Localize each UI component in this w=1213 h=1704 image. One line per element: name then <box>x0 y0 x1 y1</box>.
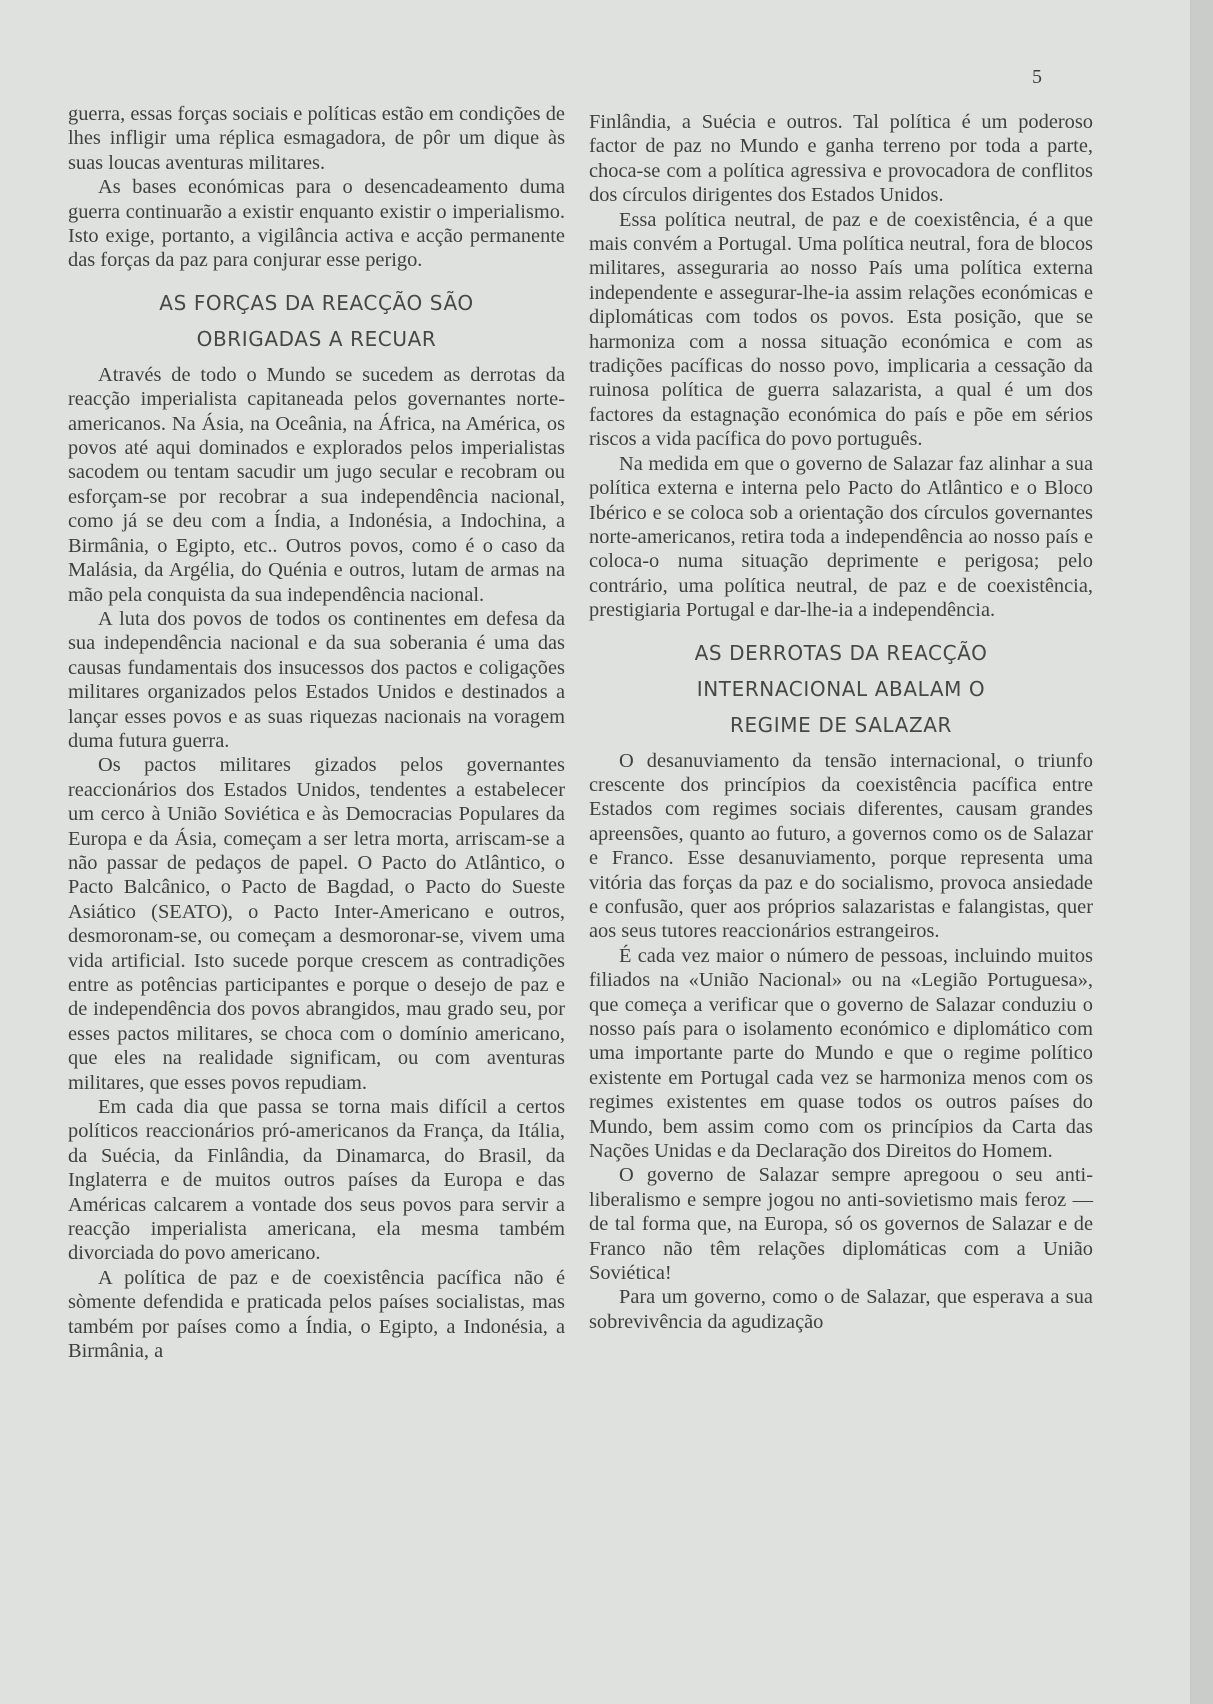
paragraph: O desanuviamento da tensão internacional, o triunfo crescente dos princípios da coexistência pacífica entre Estados com regimes sociais diferentes, causam grandes apreensões, quanto ao futuro, a governos como os de Salazar e Franco. Esse desanuviamento, porque representa uma vitória das forças da paz e do socialismo, provoca ansiedade e confusão, quer aos próprios salazaristas e falangistas, quer aos seus tutores reaccionários estrangeiros. <box>589 749 1093 943</box>
section-heading <box>68 285 565 357</box>
paragraph: Para um governo, como o de Salazar, que esperava a sua sobrevivência da agudização <box>589 1286 1093 1333</box>
section-heading <box>589 635 1093 743</box>
paragraph: As bases económicas para o desencadeamento duma guerra continuarão a existir enquanto existir o imperialismo. Isto exige, portanto, a vigilância activa e acção permanente das forças da paz para conjurar esse perigo. <box>68 176 565 272</box>
paragraph: Os pactos militares gizados pelos governantes reaccionários dos Estados Unidos, tendentes a estabelecer um cerco à União Soviética e às Democracias Populares da Europa e da Ásia, começam a ser letra morta, arriscam-se a não passar de pedaços de papel. O Pacto do Atlântico, o Pacto Balcânico, o Pacto de Bagdad, o Pacto do Sueste Asiático (SEATO), o Pacto Inter-Americano e outros, desmoronam-se, ou começam a desmoronar-se, vivem uma vida artificial. Isto sucede porque crescem as contradições entre as potências participantes e porque o desejo de paz e de independência dos povos abrangidos, mau grado seu, por esses pactos militares, se choca com o domínio americano, que eles na realidade significam, ou com aventuras militares, que esses povos repudiam. <box>68 754 565 1094</box>
paragraph: A luta dos povos de todos os continentes em defesa da sua independência nacional e da sua soberania é uma das causas fundamentais dos insucessos dos pactos e coligações militares organizados pelos Estados Unidos e destinados a lançar esses povos e as suas riquezas nacionais na voragem duma futura guerra. <box>68 607 565 752</box>
section-heading-line: OBRIGADAS A RECUAR <box>196 326 437 351</box>
paragraph: Em cada dia que passa se torna mais difícil a certos políticos reaccionários pró-americanos da França, da Itália, da Suécia, da Finlândia, da Dinamarca, do Brasil, da Inglaterra e de muitos outros países da Europa e das Américas calcarem a vontade dos seus povos para servir a reacção imperialista americana, ela mesma também divorciada do povo americano. <box>68 1096 565 1265</box>
left-column <box>68 102 565 1364</box>
paragraph: Essa política neutral, de paz e de coexistência, é a que mais convém a Portugal. Uma política neutral, fora de blocos militares, asseguraria ao nosso País uma política externa independente e assegurar-lhe-ia assim relações económicas e diplomáticas com todos os povos. Esta posição, que se harmoniza com a nossa situação económica e com as tradições pacíficas do nosso povo, implicaria a cessação da ruinosa política de guerra salazarista, a qual é um dos factores da estagnação económica do país e põe em sérios riscos a vida pacífica do povo português. <box>589 208 1093 451</box>
page-edge <box>1192 0 1213 1704</box>
paragraph: É cada vez maior o número de pessoas, incluindo muitos filiados na «União Nacional» ou na «Legião Portuguesa», que começa a verificar que o governo de Salazar conduziu o nosso país para o isolamento económico e diplomático com uma importante parte do Mundo e que o regime político existente em Portugal cada vez se harmoniza menos com os regimes existentes em quase todos os outros países do Mundo, bem assim como com os princípios da Carta das Nações Unidas e da Declaração dos Direitos do Homem. <box>589 944 1093 1163</box>
right-column <box>589 110 1093 1334</box>
page-number: 5 <box>1032 66 1042 88</box>
paragraph: A política de paz e de coexistência pacífica não é sòmente defendida e praticada pelos países socialistas, mas também por países como a Índia, o Egipto, a Indonésia, a Birmânia, a <box>68 1266 565 1363</box>
section-heading-line: INTERNACIONAL ABALAM O <box>696 676 986 701</box>
section-heading-line: REGIME DE SALAZAR <box>729 712 953 737</box>
paragraph: Na medida em que o governo de Salazar faz alinhar a sua política externa e interna pelo Pacto do Atlântico e o Bloco Ibérico e se coloca sob a orientação dos círculos governantes norte-americanos, retira toda a independência ao nosso país e coloca-o numa situação deprimente e perigosa; pelo contrário, uma política neutral, de paz e de coexistência, prestigiaria Portugal e dar-lhe-ia a independência. <box>589 452 1093 622</box>
paragraph: Através de todo o Mundo se sucedem as derrotas da reacção imperialista capitaneada pelos governantes norte-americanos. Na Ásia, na Oceânia, na África, na América, os povos até aqui dominados e explorados pelos imperialistas sacodem ou tentam sacudir um jugo secular e recobram ou esforçam-se por recobrar a sua independência nacional, como já se deu com a Índia, a Indonésia, a Indochina, a Birmânia, o Egipto, etc.. Outros povos, como é o caso da Malásia, da Argélia, do Quénia e outros, lutam de armas na mão pela conquista da sua independência nacional. <box>68 363 565 606</box>
paragraph: Finlândia, a Suécia e outros. Tal política é um poderoso factor de paz no Mundo e ganha terreno por toda a parte, choca-se com a política agressiva e provocadora de conflitos dos círculos dirigentes dos Estados Unidos. <box>589 111 1093 207</box>
paragraph: O governo de Salazar sempre apregoou o seu anti-liberalismo e sempre jogou no anti-sovietismo mais feroz — de tal forma que, na Europa, só os governos de Salazar e de Franco não têm relações diplomáticas com a União Soviética! <box>589 1164 1093 1285</box>
paragraph: guerra, essas forças sociais e políticas estão em condições de lhes infligir uma réplica esmagadora, de pôr um dique às suas loucas aventuras militares. <box>68 103 565 174</box>
section-heading-line: AS DERROTAS DA REACÇÃO <box>694 640 988 665</box>
section-heading-line: AS FORÇAS DA REACÇÃO SÃO <box>159 290 474 315</box>
